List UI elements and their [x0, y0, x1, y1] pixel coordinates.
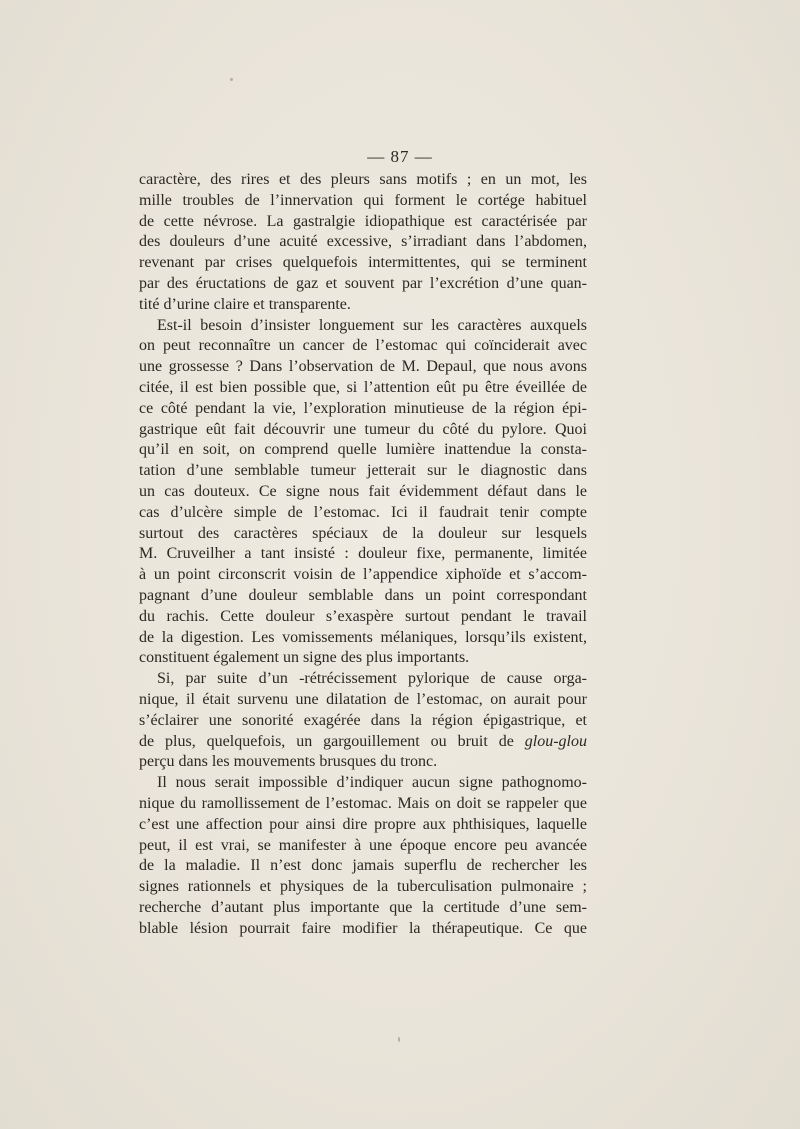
- text-line: des douleurs d’une acuité excessive, s’irradiant dans l’abdomen,: [139, 233, 587, 251]
- text-line: ce côté pendant la vie, l’exploration minutieuse de la région épi-: [139, 399, 587, 417]
- paper-speck: [230, 78, 233, 81]
- body-text: [139, 170, 587, 939]
- text-line: tation d’une semblable tumeur jetterait sur le diagnostic dans: [139, 462, 587, 480]
- text-line: peut, il est vrai, se manifester à une époque encore peu avancée: [139, 836, 587, 854]
- text-line: surtout des caractères spéciaux de la douleur sur lesquels: [139, 524, 587, 542]
- text-line: du rachis. Cette douleur s’exaspère surtout pendant le travail: [139, 607, 587, 625]
- text-line: signes rationnels et physiques de la tuberculisation pulmonaire ;: [139, 878, 587, 896]
- text-line: de la maladie. Il n’est donc jamais superflu de rechercher les: [139, 857, 587, 875]
- text-line: de la digestion. Les vomissements mélaniques, lorsqu’ils existent,: [139, 628, 587, 646]
- text-line: perçu dans les mouvements brusques du tronc.: [139, 753, 438, 771]
- italic-term: glou-glou: [524, 732, 587, 750]
- text-line: on peut reconnaître un cancer de l’estomac qui coïnciderait avec: [139, 337, 587, 355]
- text-line: nique du ramollissement de l’estomac. Mais on doit se rappeler que: [139, 794, 587, 812]
- text-line: s’éclairer une sonorité exagérée dans la région épigastrique, et: [139, 711, 587, 729]
- text-line: constituent également un signe des plus importants.: [139, 649, 470, 667]
- text-line: revenant par crises quelquefois intermittentes, qui se terminent: [139, 254, 587, 272]
- text-line: M. Cruveilher a tant insisté : douleur fixe, permanente, limitée: [139, 545, 587, 563]
- text-line: blable lésion pourrait faire modifier la thérapeutique. Ce que: [139, 919, 587, 937]
- text-line: mille troubles de l’innervation qui forment le cortége habituel: [139, 191, 587, 209]
- text-line: citée, il est bien possible que, si l’attention eût pu être éveillée de: [139, 378, 587, 396]
- text-line: Si, par suite d’un -rétrécissement pylorique de cause orga-: [157, 670, 587, 688]
- text-line: [139, 732, 587, 753]
- page-number: — 87 —: [367, 147, 433, 166]
- text-line: de cette névrose. La gastralgie idiopathique est caractérisée par: [139, 212, 587, 230]
- text-line: cas d’ulcère simple de l’estomac. Ici il faudrait tenir compte: [139, 503, 587, 521]
- text-line: nique, il était survenu une dilatation de l’estomac, on aurait pour: [139, 690, 587, 708]
- text-line: un cas douteux. Ce signe nous fait évidemment défaut dans le: [139, 482, 587, 500]
- text-line: recherche d’autant plus importante que la certitude d’une sem-: [139, 898, 587, 916]
- text-line: par des éructations de gaz et souvent par l’excrétion d’une quan-: [139, 274, 587, 292]
- text-line: qu’il en soit, on comprend quelle lumière inattendue la consta-: [139, 441, 587, 459]
- text-line: une grossesse ? Dans l’observation de M. Depaul, que nous avons: [139, 358, 587, 376]
- text-segment: de plus, quelquefois, un gargouillement ou bruit de: [139, 732, 525, 750]
- text-line: c’est une affection pour ainsi dire propre aux phthisiques, laquelle: [139, 815, 587, 833]
- paper-speck: [398, 1037, 400, 1042]
- text-line: Est-il besoin d’insister longuement sur les caractères auxquels: [157, 316, 587, 334]
- text-line: tité d’urine claire et transparente.: [139, 295, 351, 313]
- text-line: gastrique eût fait découvrir une tumeur du côté du pylore. Quoi: [139, 420, 587, 438]
- text-line: à un point circonscrit voisin de l’appendice xiphoïde et s’accom-: [139, 566, 587, 584]
- text-line: pagnant d’une douleur semblable dans un point correspondant: [139, 586, 587, 604]
- text-line: Il nous serait impossible d’indiquer aucun signe pathognomo-: [157, 774, 587, 792]
- text-line: caractère, des rires et des pleurs sans motifs ; en un mot, les: [139, 171, 587, 188]
